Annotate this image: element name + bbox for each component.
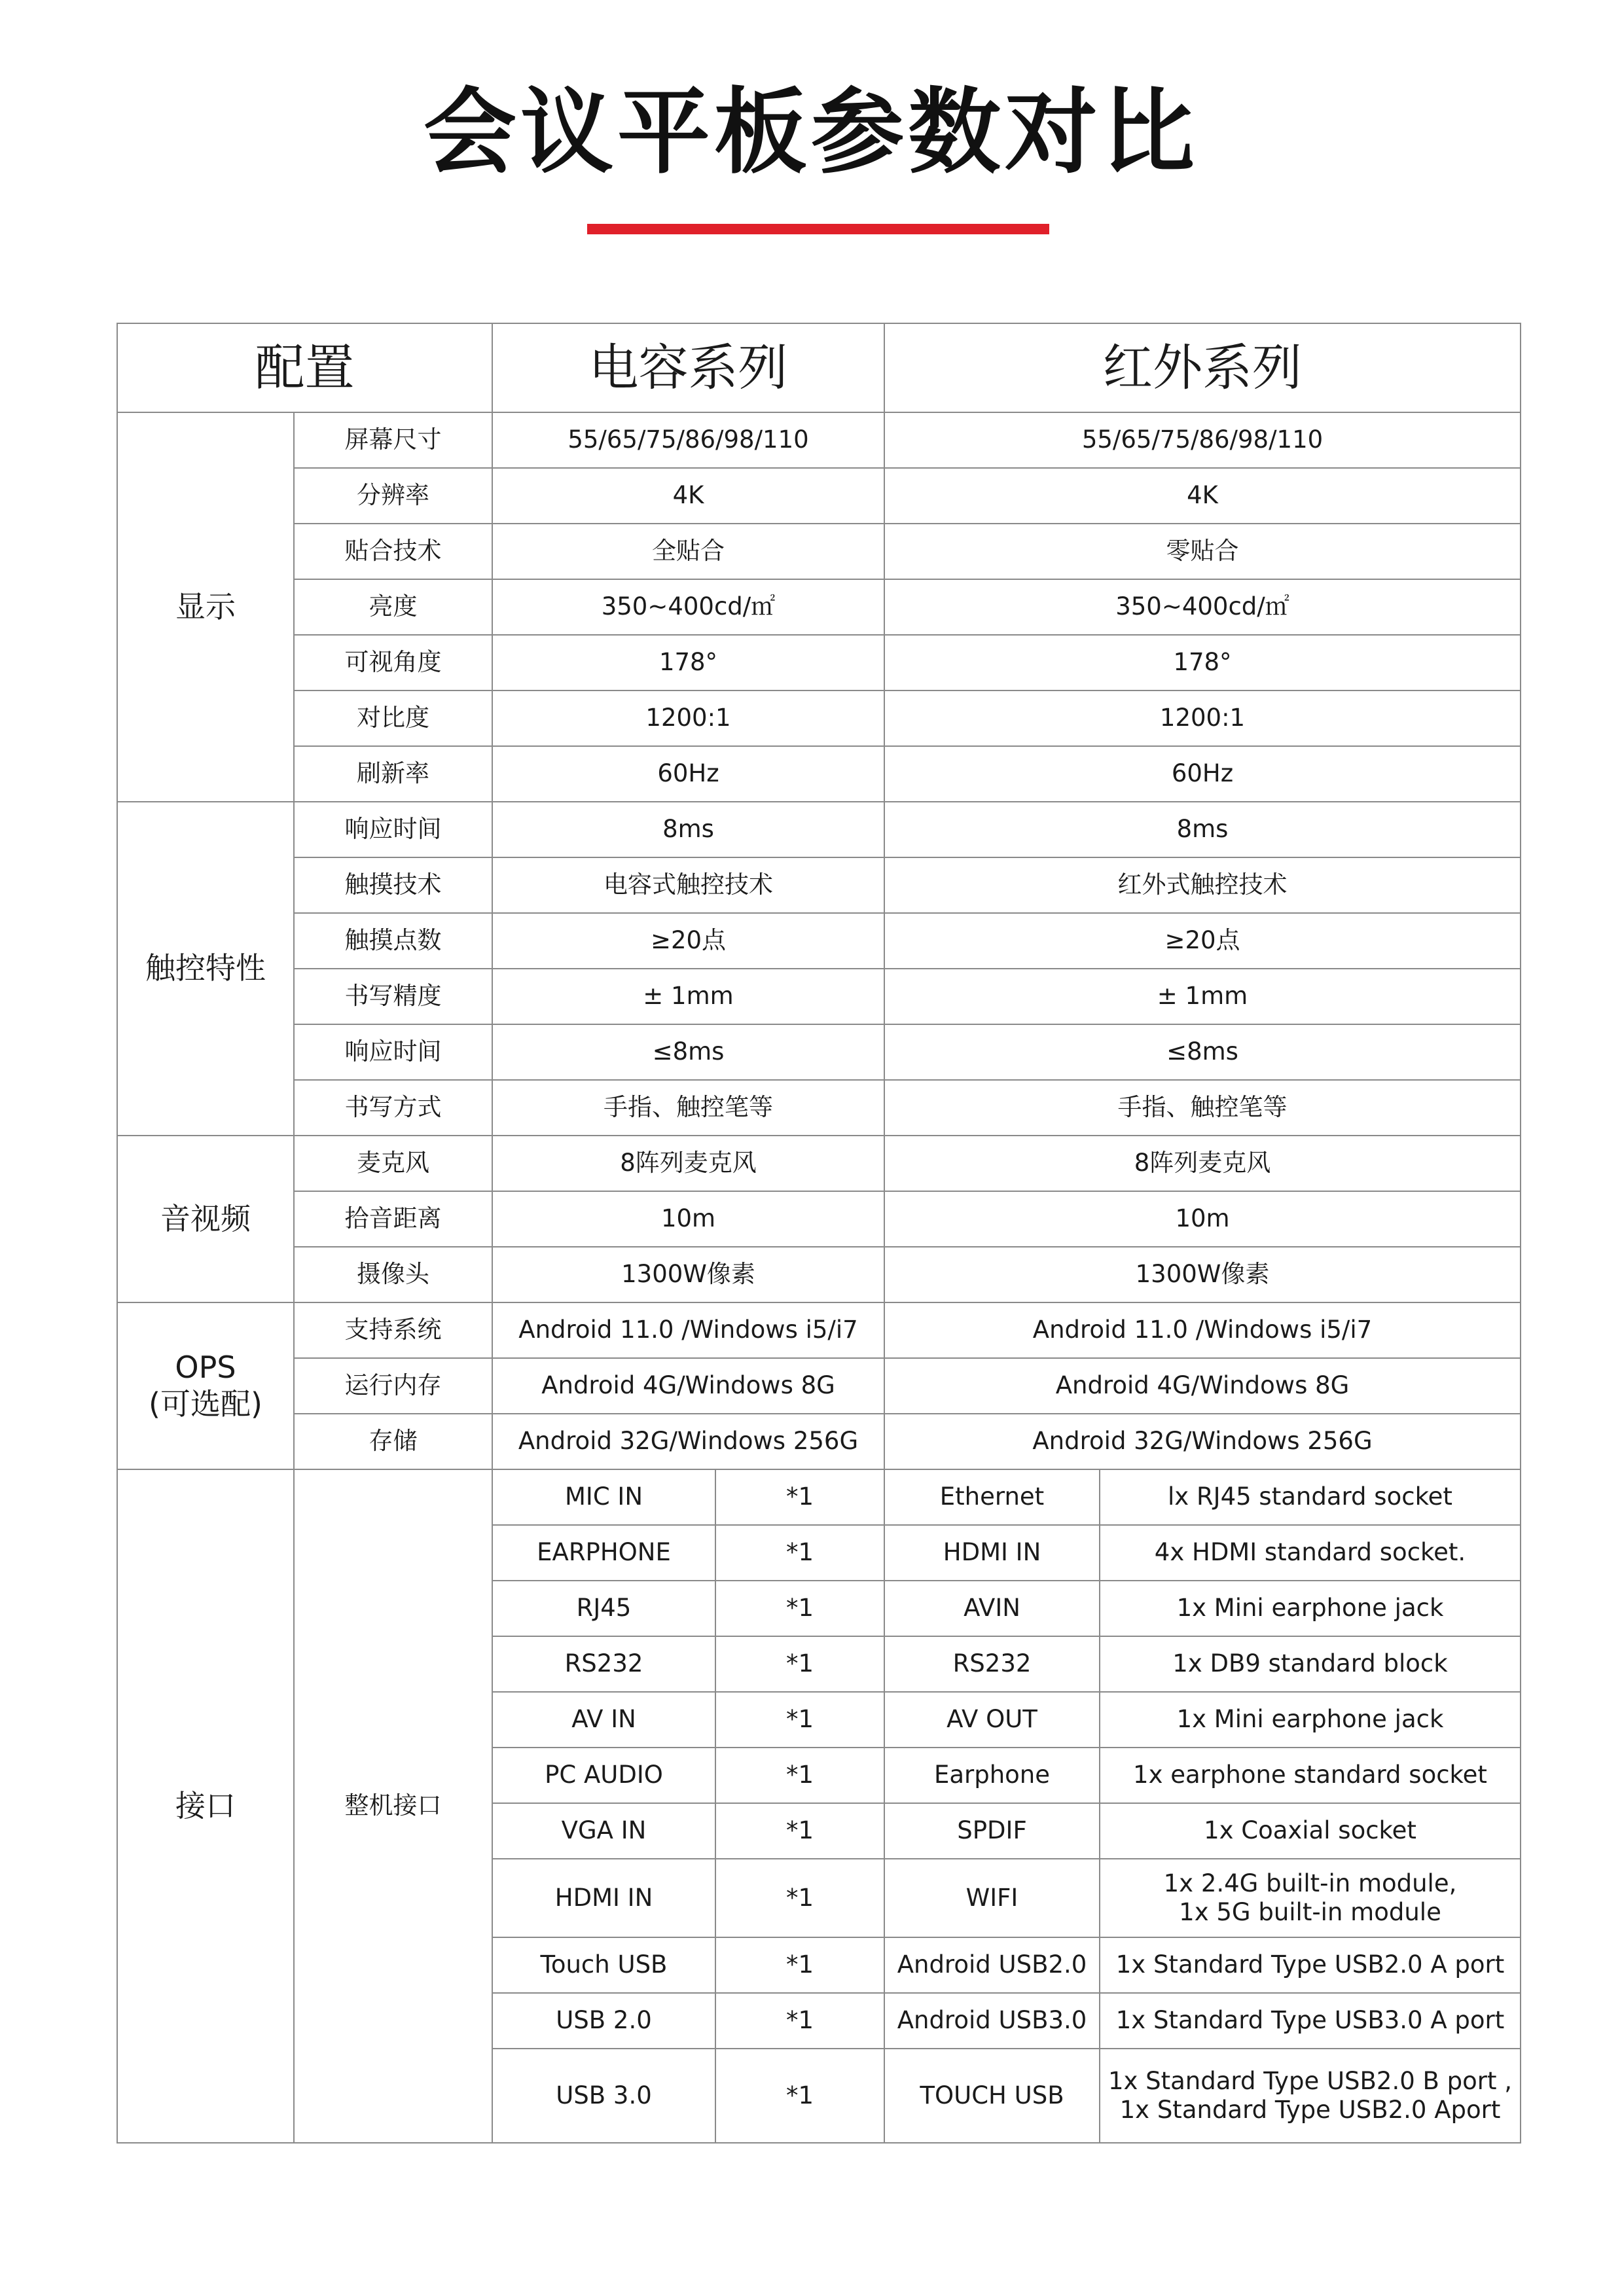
ir-port-desc — [1100, 2049, 1521, 2143]
row-label: 麦克风 — [294, 1136, 492, 1191]
port-qty: *1 — [715, 1859, 884, 1937]
ir-port-desc — [1100, 1581, 1521, 1636]
value-infrared: 零贴合 — [884, 524, 1521, 579]
value-infrared: 1200:1 — [884, 691, 1521, 746]
table-row — [117, 802, 1521, 857]
value-capacitive: 55/65/75/86/98/110 — [492, 412, 884, 468]
ir-port-name: SPDIF — [884, 1803, 1100, 1859]
ir-port-desc-line: 1x 5G built-in module — [1179, 1898, 1441, 1926]
value-capacitive: ± 1mm — [492, 969, 884, 1024]
value-capacitive: Android 11.0 /Windows i5/i7 — [492, 1302, 884, 1358]
value-infrared: ± 1mm — [884, 969, 1521, 1024]
port-name: MIC IN — [492, 1469, 715, 1525]
value-infrared: 手指、触控笔等 — [884, 1080, 1521, 1136]
row-label: 分辨率 — [294, 468, 492, 524]
ir-port-name: WIFI — [884, 1859, 1100, 1937]
table-row — [117, 1414, 1521, 1469]
row-label: 响应时间 — [294, 1024, 492, 1080]
row-label: 运行内存 — [294, 1358, 492, 1414]
port-qty: *1 — [715, 1937, 884, 1993]
row-label: 响应时间 — [294, 802, 492, 857]
row-label: 支持系统 — [294, 1302, 492, 1358]
ir-port-name: AVIN — [884, 1581, 1100, 1636]
ir-port-name: RS232 — [884, 1636, 1100, 1692]
value-infrared: Android 11.0 /Windows i5/i7 — [884, 1302, 1521, 1358]
ir-port-desc-line: 1x Standard Type USB2.0 A port — [1115, 1950, 1505, 1979]
value-capacitive: ≤8ms — [492, 1024, 884, 1080]
table-row — [117, 1080, 1521, 1136]
value-capacitive: 全贴合 — [492, 524, 884, 579]
ir-port-name: Earphone — [884, 1748, 1100, 1803]
value-capacitive: 8ms — [492, 802, 884, 857]
value-infrared: 1300W像素 — [884, 1247, 1521, 1302]
value-infrared: ≥20点 — [884, 913, 1521, 969]
value-infrared: 红外式触控技术 — [884, 857, 1521, 913]
value-capacitive: 4K — [492, 468, 884, 524]
value-capacitive: 电容式触控技术 — [492, 857, 884, 913]
table-row — [117, 1358, 1521, 1414]
row-label: 刷新率 — [294, 746, 492, 802]
value-capacitive: 350~400cd/㎡ — [492, 579, 884, 635]
header-config: 配置 — [117, 323, 492, 412]
table-row — [117, 1302, 1521, 1358]
port-qty: *1 — [715, 2049, 884, 2143]
value-infrared: 10m — [884, 1191, 1521, 1247]
table-row — [117, 969, 1521, 1024]
port-name: Touch USB — [492, 1937, 715, 1993]
ir-port-name: TOUCH USB — [884, 2049, 1100, 2143]
row-label: 拾音距离 — [294, 1191, 492, 1247]
row-label: 对比度 — [294, 691, 492, 746]
group-display: 显示 — [117, 412, 294, 802]
group-ops-line1: OPS — [175, 1350, 236, 1386]
value-infrared: 60Hz — [884, 746, 1521, 802]
port-name: RS232 — [492, 1636, 715, 1692]
value-infrared: 8ms — [884, 802, 1521, 857]
row-label: 触摸技术 — [294, 857, 492, 913]
header-capacitive: 电容系列 — [492, 323, 884, 412]
page-title: 会议平板参数对比 — [424, 79, 1198, 187]
port-qty: *1 — [715, 1581, 884, 1636]
value-capacitive: 手指、触控笔等 — [492, 1080, 884, 1136]
row-label: 亮度 — [294, 579, 492, 635]
port-qty: *1 — [715, 1636, 884, 1692]
ir-port-desc-line: 1x Mini earphone jack — [1176, 1594, 1444, 1623]
value-capacitive: 60Hz — [492, 746, 884, 802]
port-name: AV IN — [492, 1692, 715, 1748]
table-row — [117, 691, 1521, 746]
ir-port-name: HDMI IN — [884, 1525, 1100, 1581]
ir-port-desc-line: 1x Standard Type USB2.0 B port , — [1108, 2066, 1513, 2095]
port-row — [117, 1469, 1521, 1525]
row-label: 贴合技术 — [294, 524, 492, 579]
ir-port-name: AV OUT — [884, 1692, 1100, 1748]
ir-port-desc-line: 1x earphone standard socket — [1133, 1761, 1487, 1789]
table-row — [117, 579, 1521, 635]
row-label: 书写方式 — [294, 1080, 492, 1136]
header-row — [117, 323, 1521, 412]
port-qty: *1 — [715, 1469, 884, 1525]
value-infrared: 55/65/75/86/98/110 — [884, 412, 1521, 468]
value-infrared: Android 4G/Windows 8G — [884, 1358, 1521, 1414]
group-ports: 接口 — [117, 1469, 294, 2143]
row-label: 屏幕尺寸 — [294, 412, 492, 468]
value-infrared: 8阵列麦克风 — [884, 1136, 1521, 1191]
ir-port-desc-line: 4x HDMI standard socket. — [1154, 1538, 1466, 1567]
group-ops-line2: (可选配) — [149, 1386, 262, 1422]
ir-port-name: Android USB2.0 — [884, 1937, 1100, 1993]
table-row — [117, 524, 1521, 579]
value-capacitive: 10m — [492, 1191, 884, 1247]
value-capacitive: 1300W像素 — [492, 1247, 884, 1302]
value-infrared: 350~400cd/㎡ — [884, 579, 1521, 635]
port-name: USB 3.0 — [492, 2049, 715, 2143]
ir-port-desc — [1100, 1636, 1521, 1692]
port-name: VGA IN — [492, 1803, 715, 1859]
ir-port-name: Ethernet — [884, 1469, 1100, 1525]
ir-port-desc — [1100, 1937, 1521, 1993]
ir-port-desc — [1100, 1803, 1521, 1859]
group-audio-video: 音视频 — [117, 1136, 294, 1302]
ir-port-desc — [1100, 1993, 1521, 2049]
value-capacitive: ≥20点 — [492, 913, 884, 969]
port-qty: *1 — [715, 1803, 884, 1859]
table-row — [117, 913, 1521, 969]
port-qty: *1 — [715, 1993, 884, 2049]
ir-port-desc-line: 1x Standard Type USB2.0 Aport — [1119, 2096, 1501, 2124]
spec-table — [117, 323, 1521, 2144]
row-label: 摄像头 — [294, 1247, 492, 1302]
port-name: RJ45 — [492, 1581, 715, 1636]
ir-port-name: Android USB3.0 — [884, 1993, 1100, 2049]
row-label: 触摸点数 — [294, 913, 492, 969]
ir-port-desc — [1100, 1525, 1521, 1581]
value-capacitive: Android 32G/Windows 256G — [492, 1414, 884, 1469]
group-touch: 触控特性 — [117, 802, 294, 1136]
value-infrared: Android 32G/Windows 256G — [884, 1414, 1521, 1469]
ir-port-desc-line: 1x Mini earphone jack — [1176, 1705, 1444, 1734]
value-capacitive: 1200:1 — [492, 691, 884, 746]
ports-sub-label: 整机接口 — [294, 1469, 492, 2143]
port-name: USB 2.0 — [492, 1993, 715, 2049]
port-name: HDMI IN — [492, 1859, 715, 1937]
port-qty: *1 — [715, 1692, 884, 1748]
group-ops — [117, 1302, 294, 1469]
ir-port-desc — [1100, 1469, 1521, 1525]
port-name: PC AUDIO — [492, 1748, 715, 1803]
value-infrared: 4K — [884, 468, 1521, 524]
row-label: 存储 — [294, 1414, 492, 1469]
table-row — [117, 1024, 1521, 1080]
value-capacitive: 8阵列麦克风 — [492, 1136, 884, 1191]
ir-port-desc — [1100, 1692, 1521, 1748]
value-infrared: 178° — [884, 635, 1521, 691]
value-infrared: ≤8ms — [884, 1024, 1521, 1080]
table-row — [117, 1247, 1521, 1302]
ir-port-desc-line: 1x DB9 standard block — [1172, 1649, 1448, 1678]
value-capacitive: 178° — [492, 635, 884, 691]
value-capacitive: Android 4G/Windows 8G — [492, 1358, 884, 1414]
table-row — [117, 746, 1521, 802]
port-name: EARPHONE — [492, 1525, 715, 1581]
port-qty: *1 — [715, 1748, 884, 1803]
ir-port-desc-line: lx RJ45 standard socket — [1168, 1482, 1452, 1511]
table-row — [117, 1136, 1521, 1191]
header-infrared: 红外系列 — [884, 323, 1521, 412]
title-underline — [587, 224, 1049, 234]
ir-port-desc-line: 1x Standard Type USB3.0 A port — [1115, 2006, 1505, 2035]
ir-port-desc — [1100, 1748, 1521, 1803]
table-row — [117, 412, 1521, 468]
table-row — [117, 468, 1521, 524]
table-row — [117, 857, 1521, 913]
row-label: 书写精度 — [294, 969, 492, 1024]
row-label: 可视角度 — [294, 635, 492, 691]
ir-port-desc-line: 1x 2.4G built-in module, — [1163, 1869, 1457, 1897]
port-qty: *1 — [715, 1525, 884, 1581]
ir-port-desc-line: 1x Coaxial socket — [1204, 1816, 1416, 1845]
table-row — [117, 635, 1521, 691]
ir-port-desc — [1100, 1859, 1521, 1937]
table-row — [117, 1191, 1521, 1247]
